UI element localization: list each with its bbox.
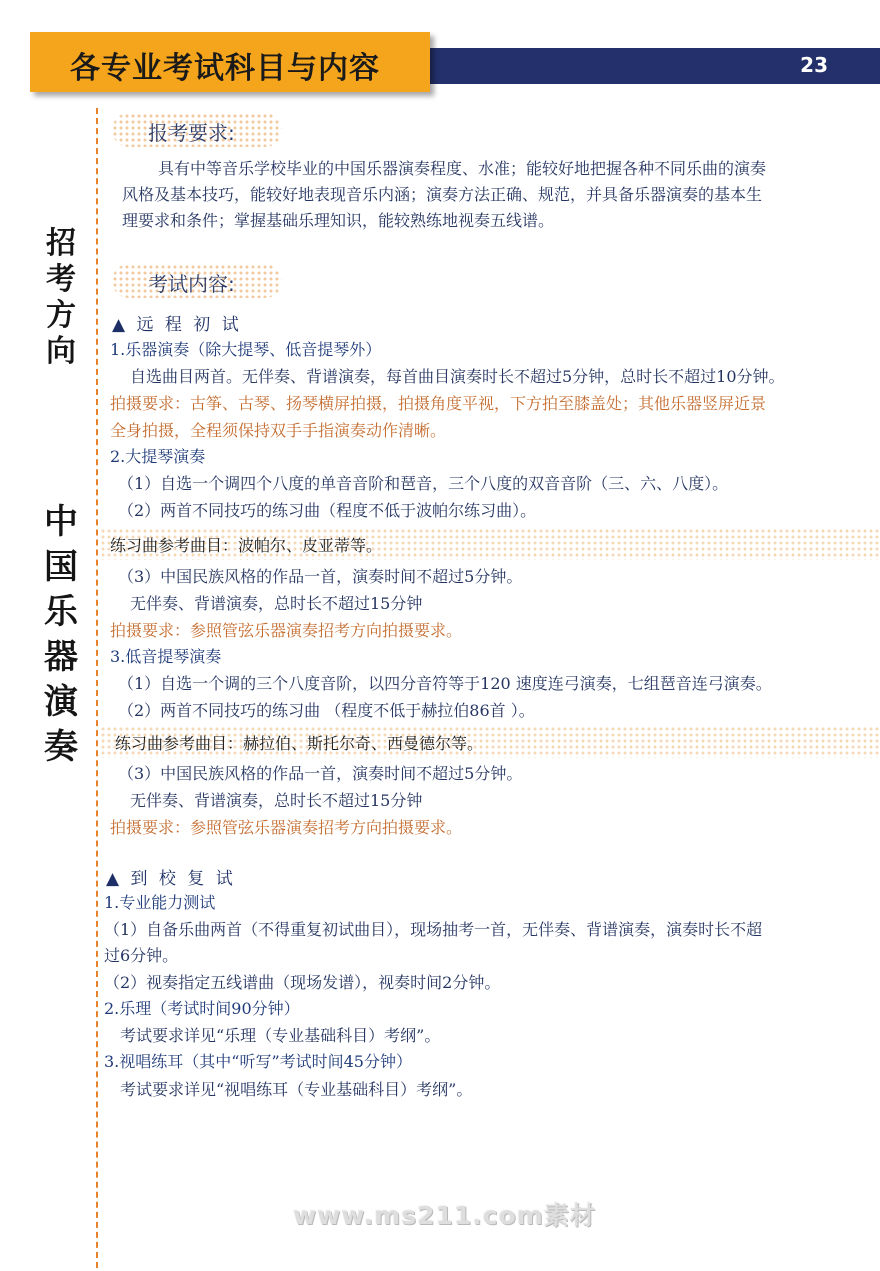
reference-pieces-band [100, 528, 880, 560]
item-title: 2.乐理（考试时间90分钟） [104, 999, 300, 1018]
side-label-category [36, 226, 86, 370]
body-text: （2）两首不同技巧的练习曲（程度不低于波帕尔练习曲）。 [118, 501, 537, 520]
side-label-major [36, 500, 86, 770]
reference-pieces: 练习曲参考曲目：赫拉伯、斯托尔奇、西曼德尔等。 [115, 734, 484, 753]
body-text: 自选曲目两首。无伴奏、背谱演奏，每首曲目演奏时长不超过5分钟，总时长不超过10分钟。 [130, 367, 785, 386]
content-heading [112, 264, 282, 298]
filming-requirement: 拍摄要求：古筝、古琴、扬琴横屏拍摄，拍摄角度平视，下方拍至膝盖处；其他乐器竖屏近景 [110, 394, 767, 413]
requirements-line: 理要求和条件；掌握基础乐理知识，能较熟练地视奏五线谱。 [122, 211, 555, 230]
section-heading-text: 考试内容: [148, 272, 235, 296]
side-char: 奏 [44, 727, 78, 767]
section-heading-text: 报考要求: [148, 121, 235, 145]
preliminary-heading: ▲ 远 程 初 试 [112, 315, 242, 335]
reference-pieces-band [100, 726, 880, 758]
requirements-heading [112, 113, 282, 147]
requirements-line: 风格及基本技巧，能较好地表现音乐内涵；演奏方法正确、规范，并具备乐器演奏的基本生 [122, 185, 763, 204]
side-char: 乐 [44, 592, 78, 632]
side-char: 中 [44, 502, 78, 542]
reference-pieces: 练习曲参考曲目：波帕尔、皮亚蒂等。 [110, 536, 383, 555]
body-text: （3）中国民族风格的作品一首，演奏时间不超过5分钟。 [118, 764, 523, 783]
requirements-line: 具有中等音乐学校毕业的中国乐器演奏程度、水准；能较好地把握各种不同乐曲的演奏 [158, 159, 767, 178]
body-text: （1）自备乐曲两首（不得重复初试曲目），现场抽考一首，无伴奏、背谱演奏，演奏时长不超 [104, 920, 763, 939]
body-text: 无伴奏、背谱演奏，总时长不超过15分钟 [130, 594, 423, 613]
body-text: （1）自选一个调四个八度的单音音阶和琶音，三个八度的双音音阶（三、六、八度）。 [118, 474, 729, 493]
retest-heading: ▲ 到 校 复 试 [106, 869, 236, 889]
item-title: 3.视唱练耳（其中“听写”考试时间45分钟） [104, 1052, 412, 1071]
body-text: 考试要求详见“视唱练耳（专业基础科目）考纲”。 [120, 1080, 473, 1099]
item-title: 1.乐器演奏（除大提琴、低音提琴外） [110, 340, 382, 359]
body-text: 考试要求详见“乐理（专业基础科目）考纲”。 [120, 1026, 441, 1045]
side-char: 考 [46, 262, 76, 297]
filming-requirement: 拍摄要求：参照管弦乐器演奏招考方向拍摄要求。 [110, 621, 463, 640]
dashed-divider [96, 108, 98, 1268]
side-char: 方 [46, 298, 76, 333]
header-bar [430, 48, 880, 84]
side-char: 演 [44, 682, 78, 722]
side-char: 向 [46, 334, 76, 369]
body-text: （2）两首不同技巧的练习曲 （程度不低于赫拉伯86首 ）。 [118, 701, 535, 720]
item-title: 2.大提琴演奏 [110, 447, 206, 466]
side-char: 器 [44, 637, 78, 677]
side-char: 招 [46, 226, 76, 261]
filming-requirement: 拍摄要求：参照管弦乐器演奏招考方向拍摄要求。 [110, 818, 463, 837]
body-text: （3）中国民族风格的作品一首，演奏时间不超过5分钟。 [118, 567, 523, 586]
watermark: www.ms211.com素材 [293, 1201, 596, 1230]
body-text: 无伴奏、背谱演奏，总时长不超过15分钟 [130, 791, 423, 810]
item-title: 3.低音提琴演奏 [110, 647, 222, 666]
side-char: 国 [44, 547, 78, 587]
item-title: 1.专业能力测试 [104, 893, 216, 912]
body-text: 过6分钟。 [104, 946, 179, 965]
page-number: 23 [800, 53, 828, 77]
filming-requirement: 全身拍摄，全程须保持双手手指演奏动作清晰。 [110, 421, 447, 440]
body-text: （1）自选一个调的三个八度音阶，以四分音符等于120 速度连弓演奏，七组琶音连弓演奏。 [118, 674, 772, 693]
body-text: （2）视奏指定五线谱曲（现场发谱），视奏时间2分钟。 [104, 973, 501, 992]
page-title: 各专业考试科目与内容 [70, 51, 380, 86]
title-box [30, 32, 430, 92]
